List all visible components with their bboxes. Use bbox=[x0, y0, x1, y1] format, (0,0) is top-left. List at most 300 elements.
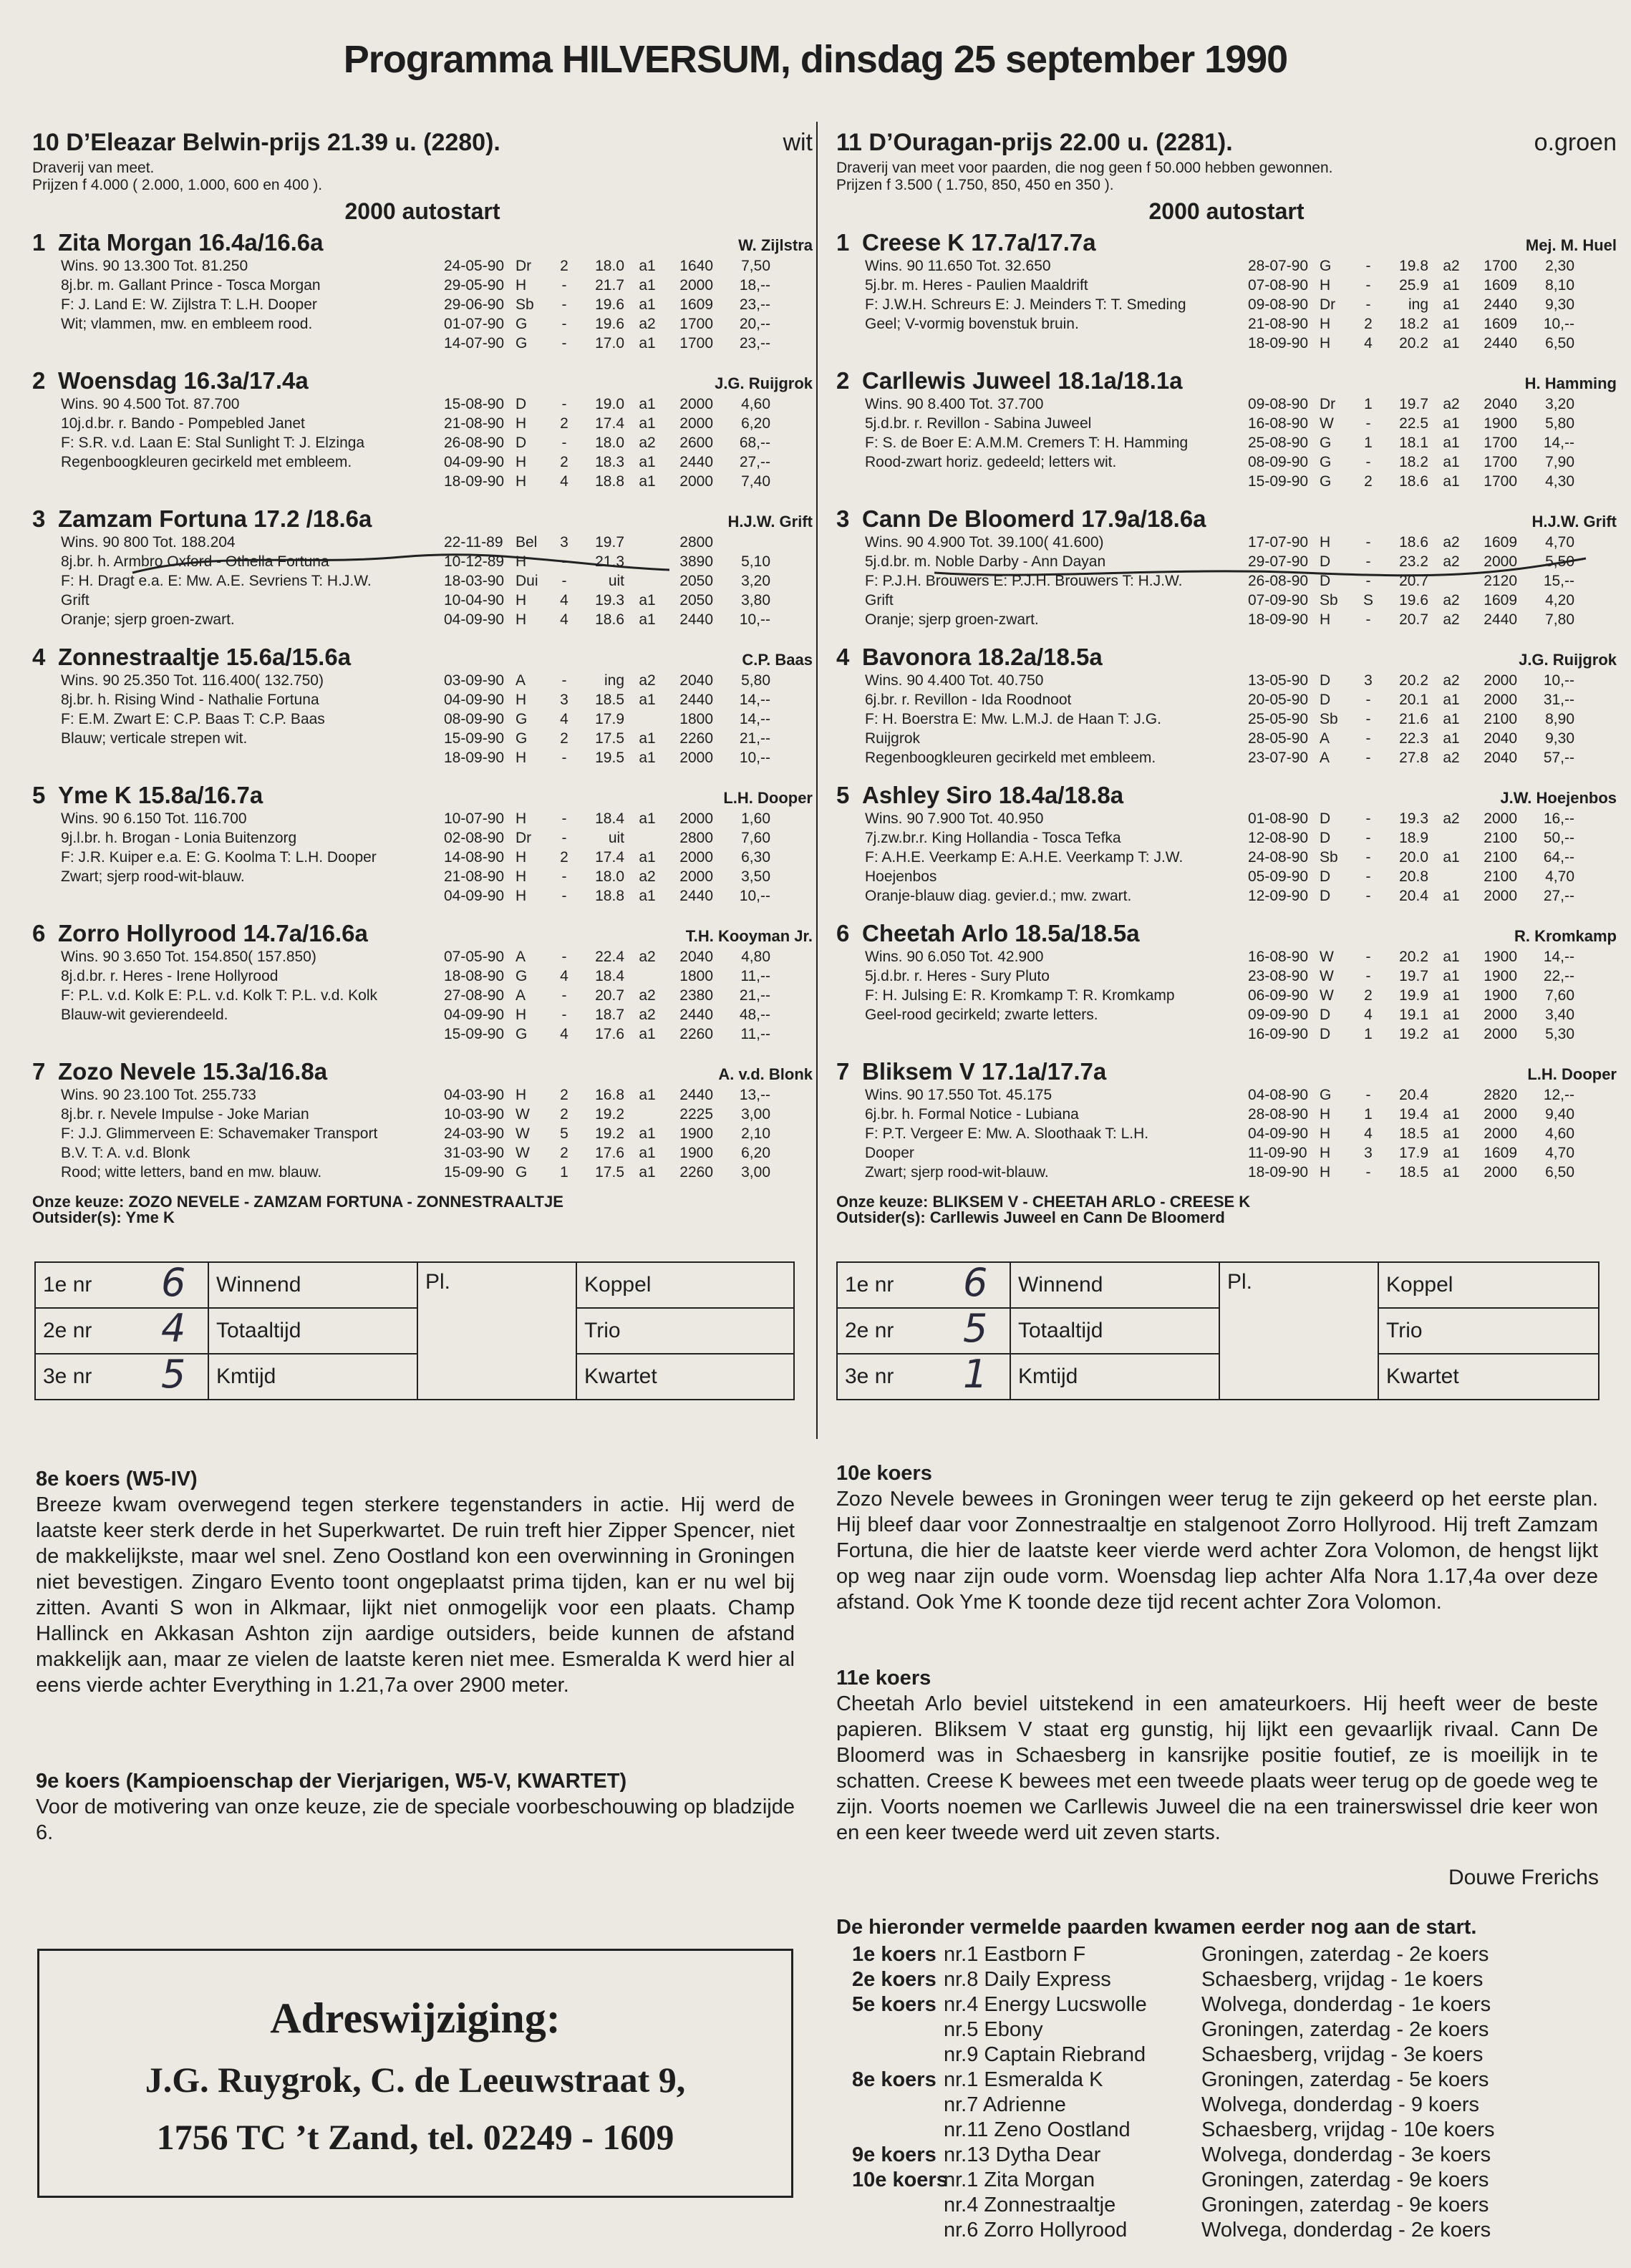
result-distance: 2120 bbox=[1484, 573, 1517, 589]
result-distance: 2260 bbox=[679, 1164, 713, 1181]
result-class: a2 bbox=[639, 987, 656, 1004]
result-time: 21.6 bbox=[1399, 711, 1428, 727]
horse-info bbox=[836, 256, 1248, 353]
result-distance: 1700 bbox=[1484, 258, 1517, 274]
result-place: - bbox=[1365, 258, 1371, 274]
result-track: A bbox=[516, 949, 526, 965]
result-odds: 18,-- bbox=[739, 277, 770, 294]
horse-trainer: W. Zijlstra bbox=[738, 236, 813, 254]
horse-title bbox=[32, 1058, 327, 1085]
result-odds: 3,20 bbox=[1545, 396, 1574, 412]
result-date: 04-09-90 bbox=[444, 1007, 505, 1023]
result-time: 19.9 bbox=[1399, 987, 1428, 1004]
result-time: 17.0 bbox=[595, 335, 624, 352]
result-distance: 1900 bbox=[679, 1125, 713, 1142]
horse-number: 4 bbox=[32, 644, 46, 670]
commentary-koers-11 bbox=[836, 1665, 1598, 1846]
result-track: H bbox=[516, 415, 527, 432]
earlier-horse: nr.1 Zita Morgan bbox=[944, 2168, 1095, 2191]
result-odds: 10,-- bbox=[739, 888, 770, 904]
result-class: a1 bbox=[1443, 435, 1460, 451]
result-row bbox=[444, 1005, 813, 1024]
result-place: - bbox=[1365, 711, 1371, 727]
result-distance: 2440 bbox=[679, 1007, 713, 1023]
result-place: - bbox=[561, 335, 567, 352]
result-date: 18-09-90 bbox=[1248, 335, 1309, 352]
horse-title bbox=[32, 644, 351, 671]
result-date: 28-07-90 bbox=[1248, 258, 1309, 274]
result-odds: 3,40 bbox=[1545, 1007, 1574, 1023]
horse-info bbox=[32, 533, 444, 629]
horse-results bbox=[444, 394, 813, 491]
horse-title bbox=[32, 367, 309, 394]
earlier-race: 10e koers bbox=[852, 2168, 948, 2191]
horse-header bbox=[836, 920, 1617, 947]
result-date: 26-08-90 bbox=[444, 435, 505, 451]
result-place: - bbox=[1365, 277, 1371, 294]
result-class: a1 bbox=[1443, 987, 1460, 1004]
result-odds: 10,-- bbox=[739, 611, 770, 628]
place-label: 2e nr bbox=[845, 1319, 894, 1342]
result-track: D bbox=[1320, 553, 1331, 570]
result-date: 20-05-90 bbox=[1248, 692, 1309, 708]
result-odds: 7,80 bbox=[1545, 611, 1574, 628]
horse-title bbox=[836, 229, 1096, 256]
result-class: a1 bbox=[639, 592, 656, 609]
result-row bbox=[444, 314, 813, 334]
horse-info-line: Dooper bbox=[865, 1145, 914, 1161]
result-distance: 2000 bbox=[1484, 553, 1517, 570]
result-place: 2 bbox=[560, 730, 568, 747]
bet-type: Trio bbox=[1378, 1308, 1599, 1354]
horse-number: 3 bbox=[32, 505, 46, 532]
result-date: 01-08-90 bbox=[1248, 810, 1309, 827]
result-place: - bbox=[561, 277, 567, 294]
condition-line: Prijzen f 3.500 ( 1.750, 850, 450 en 350 ). bbox=[836, 177, 1114, 193]
horse-entry bbox=[836, 229, 1617, 353]
result-distance: 1800 bbox=[679, 968, 713, 984]
horse-info-line: Hoejenbos bbox=[865, 868, 937, 885]
result-row bbox=[444, 1143, 813, 1163]
result-class: a1 bbox=[1443, 849, 1460, 866]
horse-number: 2 bbox=[32, 367, 46, 394]
result-row bbox=[444, 1105, 813, 1124]
commentary-title: 11e koers bbox=[836, 1667, 931, 1690]
result-track: D bbox=[1320, 830, 1331, 846]
horse-title bbox=[836, 367, 1183, 394]
result-odds: 6,50 bbox=[1545, 335, 1574, 352]
race-conditions bbox=[32, 160, 813, 194]
result-track: Sb bbox=[1320, 849, 1338, 866]
result-distance: 1700 bbox=[1484, 454, 1517, 470]
result-odds: 20,-- bbox=[739, 316, 770, 332]
result-track: H bbox=[1320, 1145, 1331, 1161]
result-date: 18-08-90 bbox=[444, 968, 505, 984]
result-time: 18.8 bbox=[595, 473, 624, 490]
result-time: 27.8 bbox=[1399, 750, 1428, 766]
result-row bbox=[444, 276, 813, 295]
horse-info bbox=[836, 809, 1248, 906]
result-class: a1 bbox=[639, 1145, 656, 1161]
pl-cell: Pl. bbox=[417, 1262, 576, 1400]
condition-line: Draverij van meet voor paarden, die nog geen f 50.000 hebben gewonnen. bbox=[836, 160, 1333, 176]
result-distance: 2000 bbox=[679, 849, 713, 866]
horse-entry bbox=[836, 1058, 1617, 1182]
result-distance: 2600 bbox=[679, 435, 713, 451]
horse-info-line: 5j.d.br. r. Revillon - Sabina Juweel bbox=[865, 415, 1092, 432]
earlier-location: Groningen, zaterdag - 9e koers bbox=[1201, 2194, 1489, 2216]
horse-info-line: Regenboogkleuren gecirkeld met embleem. bbox=[865, 750, 1156, 766]
result-time: 18.0 bbox=[595, 868, 624, 885]
horse-info-line: F: H. Boerstra E: Mw. L.M.J. de Haan T: J.G. bbox=[865, 711, 1161, 727]
address-line: J.G. Ruygrok, C. de Leeuwstraat 9, bbox=[145, 2060, 686, 2100]
bet-type: Koppel bbox=[1378, 1262, 1599, 1308]
result-time: 20.0 bbox=[1399, 849, 1428, 866]
horse-title bbox=[32, 505, 372, 533]
result-track: G bbox=[1320, 454, 1332, 470]
horse-name: Yme K 15.8a/16.7a bbox=[58, 782, 263, 808]
result-time: 18.8 bbox=[595, 888, 624, 904]
horse-info-line: F: H. Dragt e.a. E: Mw. A.E. Sevriens T: H.J.W. bbox=[61, 573, 372, 589]
result-track: G bbox=[516, 335, 528, 352]
horse-title bbox=[836, 644, 1103, 671]
result-distance: 1900 bbox=[1484, 987, 1517, 1004]
result-class: a1 bbox=[1443, 1125, 1460, 1142]
horse-info-line: Wins. 90 4.900 Tot. 39.100( 41.600) bbox=[865, 534, 1104, 551]
result-odds: 64,-- bbox=[1543, 849, 1574, 866]
result-odds: 10,-- bbox=[1543, 316, 1574, 332]
result-track: G bbox=[516, 1026, 528, 1042]
commentary-koers-10 bbox=[836, 1460, 1598, 1615]
earlier-horse: nr.1 Eastborn F bbox=[944, 1943, 1086, 1966]
result-odds: 9,40 bbox=[1545, 1106, 1574, 1123]
horse-title bbox=[836, 505, 1206, 533]
horse-details bbox=[32, 671, 813, 767]
result-time: 20.4 bbox=[1399, 1087, 1428, 1103]
result-class: a2 bbox=[1443, 592, 1460, 609]
result-label: Winnend bbox=[208, 1262, 417, 1308]
earlier-race bbox=[836, 2118, 944, 2143]
result-distance: 2800 bbox=[679, 830, 713, 846]
result-place: - bbox=[561, 672, 567, 689]
race-header bbox=[836, 129, 1617, 157]
result-time: 19.0 bbox=[595, 396, 624, 412]
horse-info-line: Zwart; sjerp rood-wit-blauw. bbox=[865, 1164, 1049, 1181]
horse-name: Creese K 17.7a/17.7a bbox=[862, 229, 1096, 256]
horse-title bbox=[32, 920, 368, 947]
horse-entry bbox=[32, 644, 813, 767]
result-row bbox=[1248, 1124, 1617, 1143]
horse-name: Bliksem V 17.1a/17.7a bbox=[862, 1058, 1107, 1085]
result-date: 07-08-90 bbox=[1248, 277, 1309, 294]
horse-info-line: Rood; witte letters, band en mw. blauw. bbox=[61, 1164, 322, 1181]
earlier-location: Schaesberg, vrijdag - 3e koers bbox=[1201, 2043, 1484, 2066]
result-row bbox=[1248, 394, 1617, 414]
result-date: 04-09-90 bbox=[444, 692, 505, 708]
result-class bbox=[624, 1105, 670, 1124]
result-class: a1 bbox=[639, 888, 656, 904]
result-distance: 2440 bbox=[1484, 296, 1517, 313]
horse-info bbox=[32, 947, 444, 1044]
horse-info-line: Zwart; sjerp rood-wit-blauw. bbox=[61, 868, 245, 885]
result-track: G bbox=[1320, 473, 1332, 490]
result-track: G bbox=[516, 968, 528, 984]
result-track: Dr bbox=[516, 830, 532, 846]
horse-info-line: Geel-rood gecirkeld; zwarte letters. bbox=[865, 1007, 1098, 1023]
horse-number: 6 bbox=[32, 920, 46, 946]
result-track: Dui bbox=[516, 573, 538, 589]
result-odds: 10,-- bbox=[739, 750, 770, 766]
result-odds bbox=[713, 533, 770, 552]
result-track: Dr bbox=[516, 258, 532, 274]
horse-header bbox=[836, 229, 1617, 256]
result-class: a1 bbox=[639, 810, 656, 827]
horse-info-line: Wit; vlammen, mw. en embleem rood. bbox=[61, 316, 313, 332]
result-time: 19.2 bbox=[1399, 1026, 1428, 1042]
earlier-race: 9e koers bbox=[852, 2143, 937, 2166]
horse-info-line: Ruijgrok bbox=[865, 730, 921, 747]
horse-info-line: B.V. T: A. v.d. Blonk bbox=[61, 1145, 190, 1161]
result-odds: 50,-- bbox=[1543, 830, 1574, 846]
result-distance: 2000 bbox=[679, 473, 713, 490]
result-place: 4 bbox=[560, 611, 568, 628]
horse-info-line: Oranje; sjerp groen-zwart. bbox=[865, 611, 1039, 628]
result-row bbox=[1248, 1005, 1617, 1024]
result-odds: 6,50 bbox=[1545, 1164, 1574, 1181]
result-date: 08-09-90 bbox=[444, 711, 505, 727]
result-class: a2 bbox=[1443, 553, 1460, 570]
result-distance: 1700 bbox=[1484, 473, 1517, 490]
result-distance: 1609 bbox=[679, 296, 713, 313]
result-class: a1 bbox=[639, 750, 656, 766]
place-number-cell bbox=[35, 1354, 208, 1400]
result-distance: 2440 bbox=[1484, 335, 1517, 352]
horse-info-line: Blauw-wit gevierendeeld. bbox=[61, 1007, 228, 1023]
horse-header bbox=[32, 782, 813, 809]
result-row bbox=[444, 394, 813, 414]
horse-title bbox=[836, 782, 1123, 809]
horse-entry bbox=[32, 229, 813, 353]
result-row bbox=[444, 748, 813, 767]
result-class: a1 bbox=[639, 1087, 656, 1103]
result-time: 18.0 bbox=[595, 258, 624, 274]
result-row bbox=[1248, 986, 1617, 1005]
result-table-race-10 bbox=[34, 1261, 795, 1400]
horse-name: Ashley Siro 18.4a/18.8a bbox=[862, 782, 1124, 808]
horse-results bbox=[444, 1085, 813, 1182]
result-place: - bbox=[1365, 849, 1371, 866]
horse-results bbox=[444, 671, 813, 767]
result-track: H bbox=[516, 473, 527, 490]
result-class bbox=[624, 828, 670, 848]
horse-number: 5 bbox=[32, 782, 46, 808]
result-date: 21-08-90 bbox=[444, 868, 505, 885]
result-row bbox=[1248, 314, 1617, 334]
result-distance: 2000 bbox=[679, 277, 713, 294]
result-time: 20.2 bbox=[1399, 335, 1428, 352]
horse-name: Zamzam Fortuna 17.2 /18.6a bbox=[58, 505, 372, 532]
result-row bbox=[1248, 571, 1617, 591]
result-distance: 2100 bbox=[1484, 711, 1517, 727]
result-class: a1 bbox=[1443, 335, 1460, 352]
result-class bbox=[624, 533, 670, 552]
horse-info-line: Rood-zwart horiz. gedeeld; letters wit. bbox=[865, 454, 1117, 470]
result-class: a1 bbox=[1443, 316, 1460, 332]
horse-info bbox=[32, 394, 444, 491]
result-track: D bbox=[1320, 810, 1331, 827]
result-place: 4 bbox=[560, 711, 568, 727]
horse-header bbox=[32, 367, 813, 394]
result-row bbox=[444, 947, 813, 966]
result-odds: 4,70 bbox=[1545, 534, 1574, 551]
horse-trainer: J.W. Hoejenbos bbox=[1500, 789, 1617, 807]
result-distance: 1609 bbox=[1484, 592, 1517, 609]
horse-info-line: Wins. 90 7.900 Tot. 40.950 bbox=[865, 810, 1044, 827]
result-track: D bbox=[1320, 1007, 1331, 1023]
result-class: a2 bbox=[639, 949, 656, 965]
horse-info bbox=[836, 394, 1248, 491]
result-distance: 1800 bbox=[679, 711, 713, 727]
result-odds: 15,-- bbox=[1543, 573, 1574, 589]
result-row bbox=[444, 848, 813, 867]
horse-info-line: F: P.T. Vergeer E: Mw. A. Sloothaak T: L.H. bbox=[865, 1125, 1149, 1142]
result-track: Sb bbox=[1320, 592, 1338, 609]
column-divider bbox=[816, 122, 818, 1439]
result-time: 19.7 bbox=[595, 534, 624, 551]
result-odds: 14,-- bbox=[739, 711, 770, 727]
earlier-location: Groningen, zaterdag - 9e koers bbox=[1201, 2168, 1489, 2191]
result-date: 18-09-90 bbox=[1248, 611, 1309, 628]
horse-info-line: 8j.br. h. Rising Wind - Nathalie Fortuna bbox=[61, 692, 319, 708]
result-track: D bbox=[1320, 868, 1331, 885]
result-odds: 4,70 bbox=[1545, 1145, 1574, 1161]
result-class: a1 bbox=[639, 415, 656, 432]
result-row bbox=[444, 533, 813, 552]
result-class: a1 bbox=[639, 296, 656, 313]
horse-header bbox=[32, 920, 813, 947]
result-row bbox=[444, 828, 813, 848]
place-number-cell bbox=[35, 1308, 208, 1354]
result-time: 18.3 bbox=[595, 454, 624, 470]
result-track: G bbox=[516, 316, 528, 332]
horse-info bbox=[32, 809, 444, 906]
place-number-cell bbox=[837, 1262, 1010, 1308]
earlier-title: De hieronder vermelde paarden kwamen eerder nog aan de start. bbox=[836, 1916, 1477, 1939]
horse-info-line: 6j.br. r. Revillon - Ida Roodnoot bbox=[865, 692, 1072, 708]
result-odds: 6,30 bbox=[741, 849, 770, 866]
horse-number: 3 bbox=[836, 505, 850, 532]
result-row bbox=[444, 433, 813, 452]
result-track: H bbox=[516, 810, 527, 827]
commentary-title: 9e koers (Kampioenschap der Vierjarigen, W5-V, KWARTET) bbox=[36, 1770, 627, 1793]
horse-info-line: 8j.br. m. Gallant Prince - Tosca Morgan bbox=[61, 277, 321, 294]
horse-entry bbox=[32, 505, 813, 629]
result-date: 10-04-90 bbox=[444, 592, 505, 609]
author-signature: Douwe Frerichs bbox=[1448, 1866, 1599, 1889]
earlier-race bbox=[836, 2017, 944, 2042]
earlier-location: Wolvega, donderdag - 3e koers bbox=[1201, 2143, 1491, 2166]
result-odds: 23,-- bbox=[739, 296, 770, 313]
result-place: - bbox=[1365, 810, 1371, 827]
horse-info-line: Wins. 90 4.400 Tot. 40.750 bbox=[865, 672, 1044, 689]
result-class: a2 bbox=[1443, 534, 1460, 551]
result-track: H bbox=[516, 1007, 527, 1023]
result-place: - bbox=[561, 573, 567, 589]
place-number-cell bbox=[837, 1308, 1010, 1354]
earlier-row bbox=[836, 2218, 1602, 2243]
result-row bbox=[444, 591, 813, 610]
result-distance: 2000 bbox=[1484, 1026, 1517, 1042]
handwritten-number: 1 bbox=[963, 1352, 988, 1397]
result-date: 02-08-90 bbox=[444, 830, 505, 846]
result-distance: 2440 bbox=[679, 454, 713, 470]
earlier-row bbox=[836, 2118, 1602, 2143]
result-odds: 16,-- bbox=[1543, 810, 1574, 827]
result-date: 16-08-90 bbox=[1248, 949, 1309, 965]
result-date: 26-08-90 bbox=[1248, 573, 1309, 589]
result-odds: 5,30 bbox=[1545, 1026, 1574, 1042]
result-row bbox=[444, 472, 813, 491]
horse-header bbox=[836, 782, 1617, 809]
result-track: Dr bbox=[1320, 396, 1336, 412]
result-time: 18.7 bbox=[595, 1007, 624, 1023]
horse-header bbox=[836, 1058, 1617, 1085]
result-distance: 1700 bbox=[1484, 435, 1517, 451]
result-distance: 2440 bbox=[1484, 611, 1517, 628]
result-time: 20.7 bbox=[595, 987, 624, 1004]
place-label: 3e nr bbox=[43, 1365, 92, 1388]
result-odds: 5,10 bbox=[741, 553, 770, 570]
handwritten-number: 6 bbox=[963, 1260, 988, 1305]
horse-number: 2 bbox=[836, 367, 850, 394]
horse-list bbox=[836, 229, 1617, 1182]
result-time: 21.3 bbox=[595, 553, 624, 570]
horse-info-line: F: P.J.H. Brouwers E: P.J.H. Brouwers T: H.J.W. bbox=[865, 573, 1183, 589]
result-track: H bbox=[1320, 534, 1331, 551]
result-row bbox=[1248, 552, 1617, 571]
result-class: a1 bbox=[1443, 888, 1460, 904]
result-time: 20.4 bbox=[1399, 888, 1428, 904]
condition-line: Draverij van meet. bbox=[32, 160, 155, 176]
commentary-text: Zozo Nevele bewees in Groningen weer terug te zijn gekeerd op het eerste plan. Hij bleef daar voor Zonnestraaltje en stalgenoot Zorro Hollyrood. Hij treft Zamzam Fortuna, die hier de laatste keer vierde werd achter Zora Volomon, de hengst lijkt op weg naar zijn oude vorm. Woensdag liep achter Alfa Nora 1.17,4a over deze afstand. Ook Yme K toonde deze tijd recent achter Zora Volomon. bbox=[836, 1488, 1598, 1614]
result-label: Kmtijd bbox=[1010, 1354, 1219, 1400]
result-distance: 2050 bbox=[679, 592, 713, 609]
result-date: 16-09-90 bbox=[1248, 1026, 1309, 1042]
address-line: 1756 TC ’t Zand, tel. 02249 - 1609 bbox=[156, 2117, 674, 2157]
result-date: 13-05-90 bbox=[1248, 672, 1309, 689]
result-time: 18.4 bbox=[595, 968, 624, 984]
result-row bbox=[1248, 1163, 1617, 1182]
result-date: 04-09-90 bbox=[444, 454, 505, 470]
horse-entry bbox=[32, 920, 813, 1044]
result-time: 19.7 bbox=[1399, 968, 1428, 984]
result-time: 25.9 bbox=[1399, 277, 1428, 294]
result-distance: 2000 bbox=[1484, 1164, 1517, 1181]
result-row bbox=[1248, 276, 1617, 295]
result-place: - bbox=[1365, 830, 1371, 846]
race-color: wit bbox=[783, 129, 813, 156]
result-class: a1 bbox=[1443, 949, 1460, 965]
horse-number: 1 bbox=[836, 229, 850, 256]
horse-list bbox=[32, 229, 813, 1182]
result-track: W bbox=[1320, 415, 1334, 432]
horse-info-line: F: E.M. Zwart E: C.P. Baas T: C.P. Baas bbox=[61, 711, 325, 727]
result-date: 14-08-90 bbox=[444, 849, 505, 866]
horse-trainer: H. Hamming bbox=[1524, 374, 1617, 392]
result-class: a1 bbox=[1443, 1026, 1460, 1042]
result-place: - bbox=[1365, 692, 1371, 708]
commentary-text: Cheetah Arlo beviel uitstekend in een amateurkoers. Hij heeft weer de beste papieren. Bliksem V staat erg gunstig, hij lijkt een gevaarlijk rivaal. Cann De Bloomerd was in Schaesberg in kansrijke positie foutief, ze is moeilijk in te schatten. Creese K bewees met een tweede plaats weer terug op de goede weg te zijn. Voorts noemen we Carllewis Juweel die na een trainerswissel drie keer won en een keer tweede werd uit zeven starts. bbox=[836, 1692, 1598, 1844]
